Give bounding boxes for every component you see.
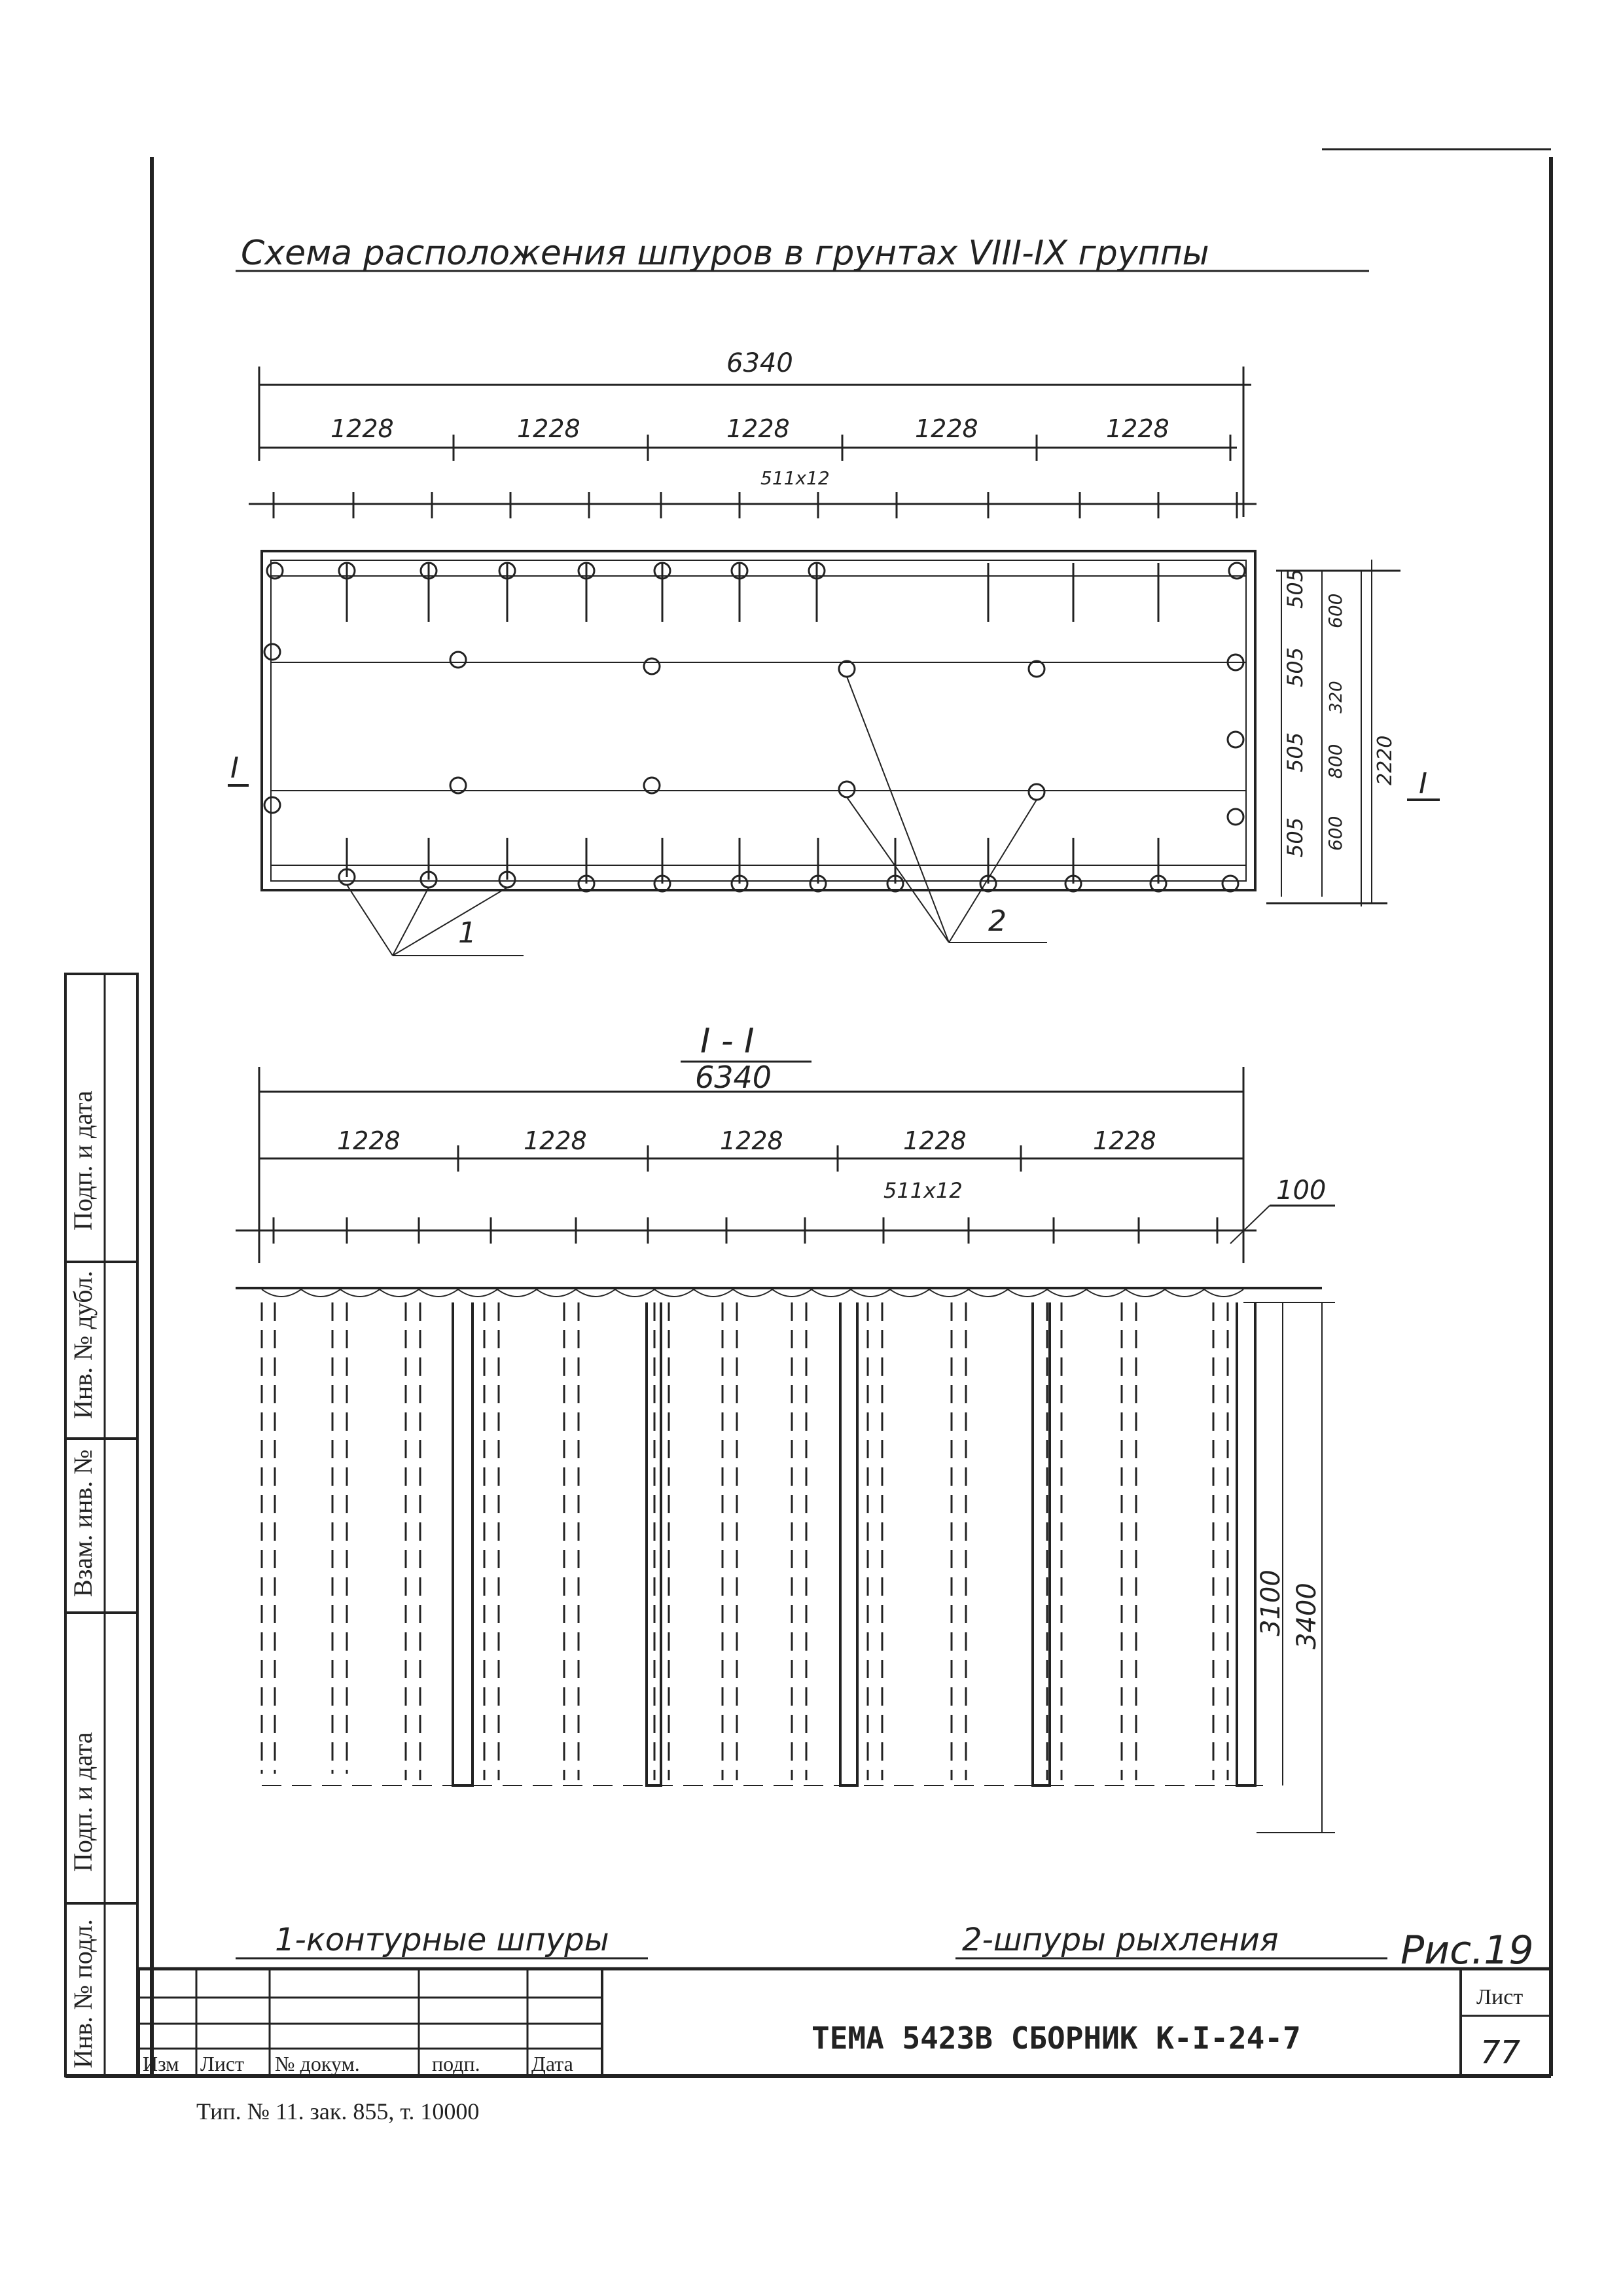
plan-section-mark-left: I [230,751,239,785]
legend-item-1: 1-контурные шпуры [275,1922,609,1958]
sheet-frame [65,149,1551,2076]
drawing-title: Схема расположения шпуров в грунтах VIII-IX группы [241,234,1209,273]
legend [236,1922,1534,1973]
section-total-dim: 6340 [695,1060,772,1095]
plan-sub-dim: 511x12 [760,467,830,489]
plan-right-outer-3: 505 [1283,647,1308,687]
print-footer: Тип. № 11. зак. 855, т. 10000 [196,2098,480,2125]
plan-total-dim: 6340 [726,348,793,378]
callout-1: 1 [458,916,476,950]
section-depth-inner: 3100 [1256,1570,1286,1636]
plan-span-5: 1228 [1106,414,1169,443]
stamp-cell-4: Подп. и дата [68,1732,98,1872]
col-date-label: Дата [531,2052,573,2075]
document-name: ТЕМА 5423В СБОРНИК К-I-24-7 [812,2020,1301,2056]
section-view [236,1022,1335,1833]
section-span-3: 1228 [720,1126,783,1155]
col-doc-label: № докум. [275,2052,360,2075]
section-span-5: 1228 [1093,1126,1156,1155]
plan-right-inner-1: 600 [1325,816,1346,851]
plan-span-2: 1228 [517,414,580,443]
title-block [139,1969,1551,2076]
plan-right-inner-2: 320 [1327,681,1346,713]
col-izm-label: Изм [143,2052,179,2075]
stamp-cell-3: Взам. инв. № [68,1449,98,1597]
plan-right-outer-4: 505 [1283,568,1308,609]
section-span-4: 1228 [903,1126,967,1155]
plan-span-4: 1228 [915,414,978,443]
legend-item-2: 2-шпуры рыхления [962,1922,1279,1958]
plan-right-outer-1: 505 [1283,817,1308,857]
stamp-cell-5: Инв. № подл. [68,1919,98,2068]
plan-view [228,348,1440,956]
section-sub-dim: 511x12 [883,1178,963,1203]
plan-span-1: 1228 [330,414,394,443]
stamp-cell-2: Инв. № дубл. [68,1270,98,1419]
plan-span-3: 1228 [726,414,790,443]
section-offset-dim: 100 [1276,1175,1327,1206]
section-title: I - I [700,1022,755,1061]
col-sign-label: подп. [432,2052,480,2075]
side-stamp [65,974,137,2076]
plan-right-outer-2: 505 [1283,732,1308,772]
plan-right-inner-4: 600 [1325,593,1346,628]
plan-right-inner-3: 800 [1325,744,1346,779]
section-depth-outer: 3400 [1292,1583,1322,1649]
plan-overall-height: 2220 [1374,735,1397,785]
section-span-1: 1228 [337,1126,401,1155]
col-list-label: Лист [200,2052,245,2075]
plan-section-mark-right: I [1419,767,1427,800]
sheet-number: 77 [1480,2034,1521,2071]
callout-2: 2 [988,905,1007,938]
figure-label: Рис.19 [1400,1928,1534,1973]
section-span-2: 1228 [524,1126,587,1155]
sheet-label: Лист [1476,1985,1524,2009]
stamp-cell-1: Подп. и дата [68,1090,98,1230]
